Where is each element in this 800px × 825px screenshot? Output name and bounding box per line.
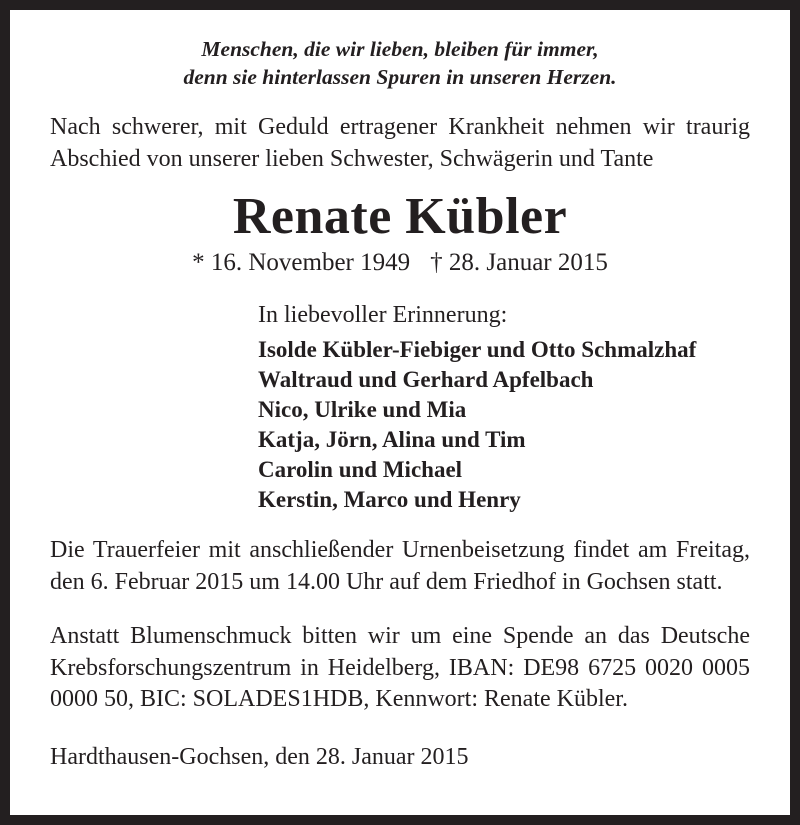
mourners-lead: In liebevoller Erinnerung: xyxy=(258,302,508,329)
life-dates xyxy=(50,248,750,278)
epigraph-line-2: denn sie hinterlassen Spuren in unseren Herzen. xyxy=(183,64,617,89)
death-date: 28. Januar 2015 xyxy=(448,249,608,277)
place-and-date: Hardthausen-Gochsen, den 28. Januar 2015 xyxy=(50,744,469,771)
deceased-name: Renate Kübler xyxy=(232,187,568,245)
mourner-line: Carolin und Michael xyxy=(258,457,463,483)
intro-paragraph: Nach schwerer, mit Geduld ertragener Krankheit nehmen wir traurig Abschied von unserer lieben Schwester, Schwägerin und Tante xyxy=(50,113,750,172)
mourner-line: Waltraud und Gerhard Apfelbach xyxy=(258,367,594,393)
birth-date: 16. November 1949 xyxy=(210,249,411,277)
birth-symbol: * xyxy=(192,249,205,277)
mourner-line: Katja, Jörn, Alina und Tim xyxy=(258,427,526,453)
funeral-details-paragraph: Die Trauerfeier mit anschließender Urnenbeisetzung findet am Freitag, den 6. Februar 2015 um 14.00 Uhr auf dem Friedhof in Gochsen statt. xyxy=(50,536,750,595)
mourner-line: Nico, Ulrike und Mia xyxy=(258,397,467,423)
epigraph xyxy=(50,36,750,92)
donation-paragraph: Anstatt Blumenschmuck bitten wir um eine Spende an das Deutsche Krebsforschungszentrum in Heidelberg, IBAN: DE98 6725 0020 0005 0000 50, BIC: SOLADES1HDB, Kennwort: Renate Kübler. xyxy=(50,622,750,713)
mourner-line: Kerstin, Marco und Henry xyxy=(258,486,521,512)
notice-content xyxy=(10,10,790,815)
death-symbol: † xyxy=(430,249,443,277)
epigraph-line-1: Menschen, die wir lieben, bleiben für immer, xyxy=(201,37,599,61)
mourner-line: Isolde Kübler-Fiebiger und Otto Schmalzhaf xyxy=(258,337,697,363)
mourners-block xyxy=(50,300,750,515)
